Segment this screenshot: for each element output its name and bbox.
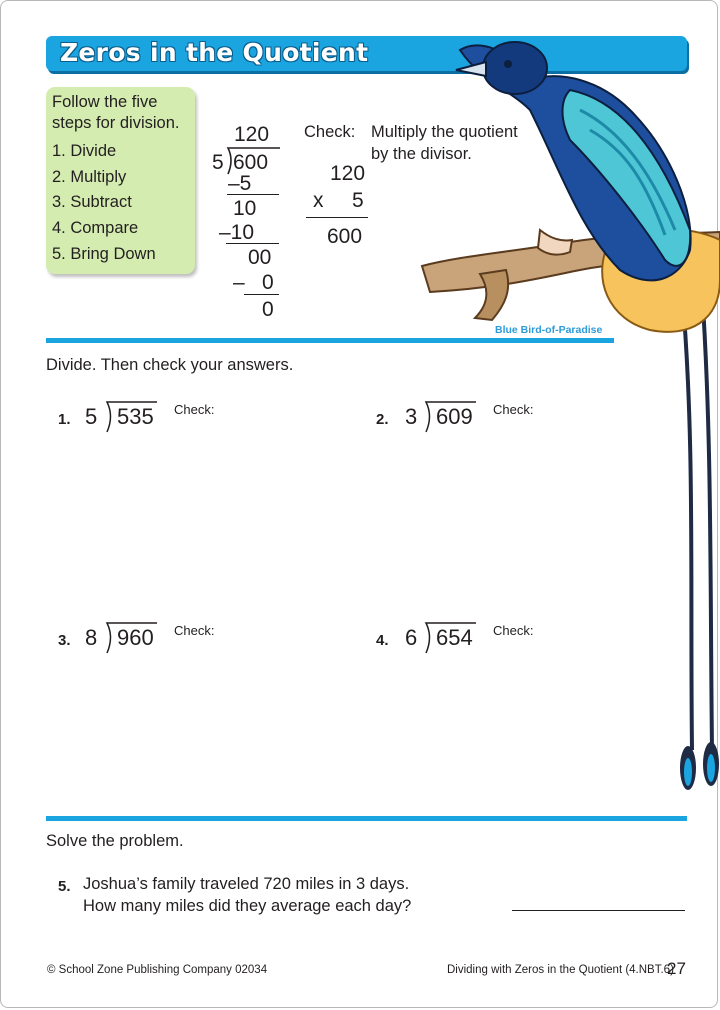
steps-intro-line1: Follow the five	[52, 93, 158, 111]
example-rule-2	[226, 243, 279, 244]
check-quotient: 120	[330, 162, 366, 185]
solve-instruction: Solve the problem.	[46, 832, 184, 850]
check-rule	[306, 217, 368, 218]
problem-number: 1.	[58, 411, 71, 428]
example-step-remainder-2: 00	[248, 246, 272, 269]
footer-topic: Dividing with Zeros in the Quotient (4.NBT.6)	[447, 964, 674, 976]
problem-check-label: Check:	[493, 402, 534, 417]
problem-divisor: 6	[405, 625, 418, 650]
problem-number: 5.	[58, 878, 71, 895]
check-label: Check:	[304, 123, 356, 141]
check-text-line1: Multiply the quotient	[371, 123, 518, 141]
page-number: 27	[667, 959, 686, 978]
problem-divisor: 5	[85, 404, 98, 429]
problem-dividend: 535	[117, 404, 154, 429]
problem-check-label: Check:	[174, 402, 215, 417]
steps-intro-line2: steps for division.	[52, 114, 180, 132]
example-step-subtract-3: 0	[262, 271, 274, 294]
problem-check-label: Check:	[493, 623, 534, 638]
example-rule-3	[244, 294, 279, 295]
example-step-subtract-1: –5	[228, 172, 252, 195]
problem-divisor: 3	[405, 404, 418, 429]
example-dividend: 600	[233, 151, 269, 174]
example-final-remainder: 0	[262, 298, 274, 321]
example-minus-sign: –	[233, 271, 245, 294]
example-divisor: 5	[212, 151, 224, 174]
example-step-subtract-2: –10	[219, 221, 255, 244]
example-rule-1	[227, 194, 279, 195]
answer-line[interactable]	[512, 910, 685, 911]
bird-caption: Blue Bird-of-Paradise	[495, 324, 603, 336]
divide-instructions: Divide. Then check your answers.	[46, 356, 294, 374]
check-times-sign: x	[313, 189, 324, 212]
step-divide: 1. Divide	[52, 142, 117, 160]
problem-dividend: 960	[117, 625, 154, 650]
step-bring-down: 5. Bring Down	[52, 245, 156, 263]
check-product: 600	[327, 225, 363, 248]
problem-number: 2.	[376, 411, 389, 428]
problem-number: 3.	[58, 632, 71, 649]
footer-copyright: © School Zone Publishing Company 02034	[47, 964, 268, 976]
check-text-line2: by the divisor.	[371, 145, 472, 163]
problem-check-label: Check:	[174, 623, 215, 638]
section-rule-1	[46, 338, 614, 343]
step-compare: 4. Compare	[52, 219, 139, 237]
problem-divisor: 8	[85, 625, 98, 650]
step-multiply: 2. Multiply	[52, 168, 127, 186]
section-rule-2	[46, 816, 687, 821]
problem-number: 4.	[376, 632, 389, 649]
check-divisor: 5	[352, 189, 364, 212]
word-problem-line2: How many miles did they average each day?	[83, 897, 412, 915]
word-problem-line1: Joshua’s family traveled 720 miles in 3 days.	[83, 875, 410, 893]
example-step-remainder-1: 10	[233, 197, 257, 220]
problem-dividend: 609	[436, 404, 473, 429]
page-title: Zeros in the Quotient	[60, 38, 369, 67]
problem-dividend: 654	[436, 625, 473, 650]
example-quotient: 120	[234, 123, 270, 146]
step-subtract: 3. Subtract	[52, 193, 132, 211]
